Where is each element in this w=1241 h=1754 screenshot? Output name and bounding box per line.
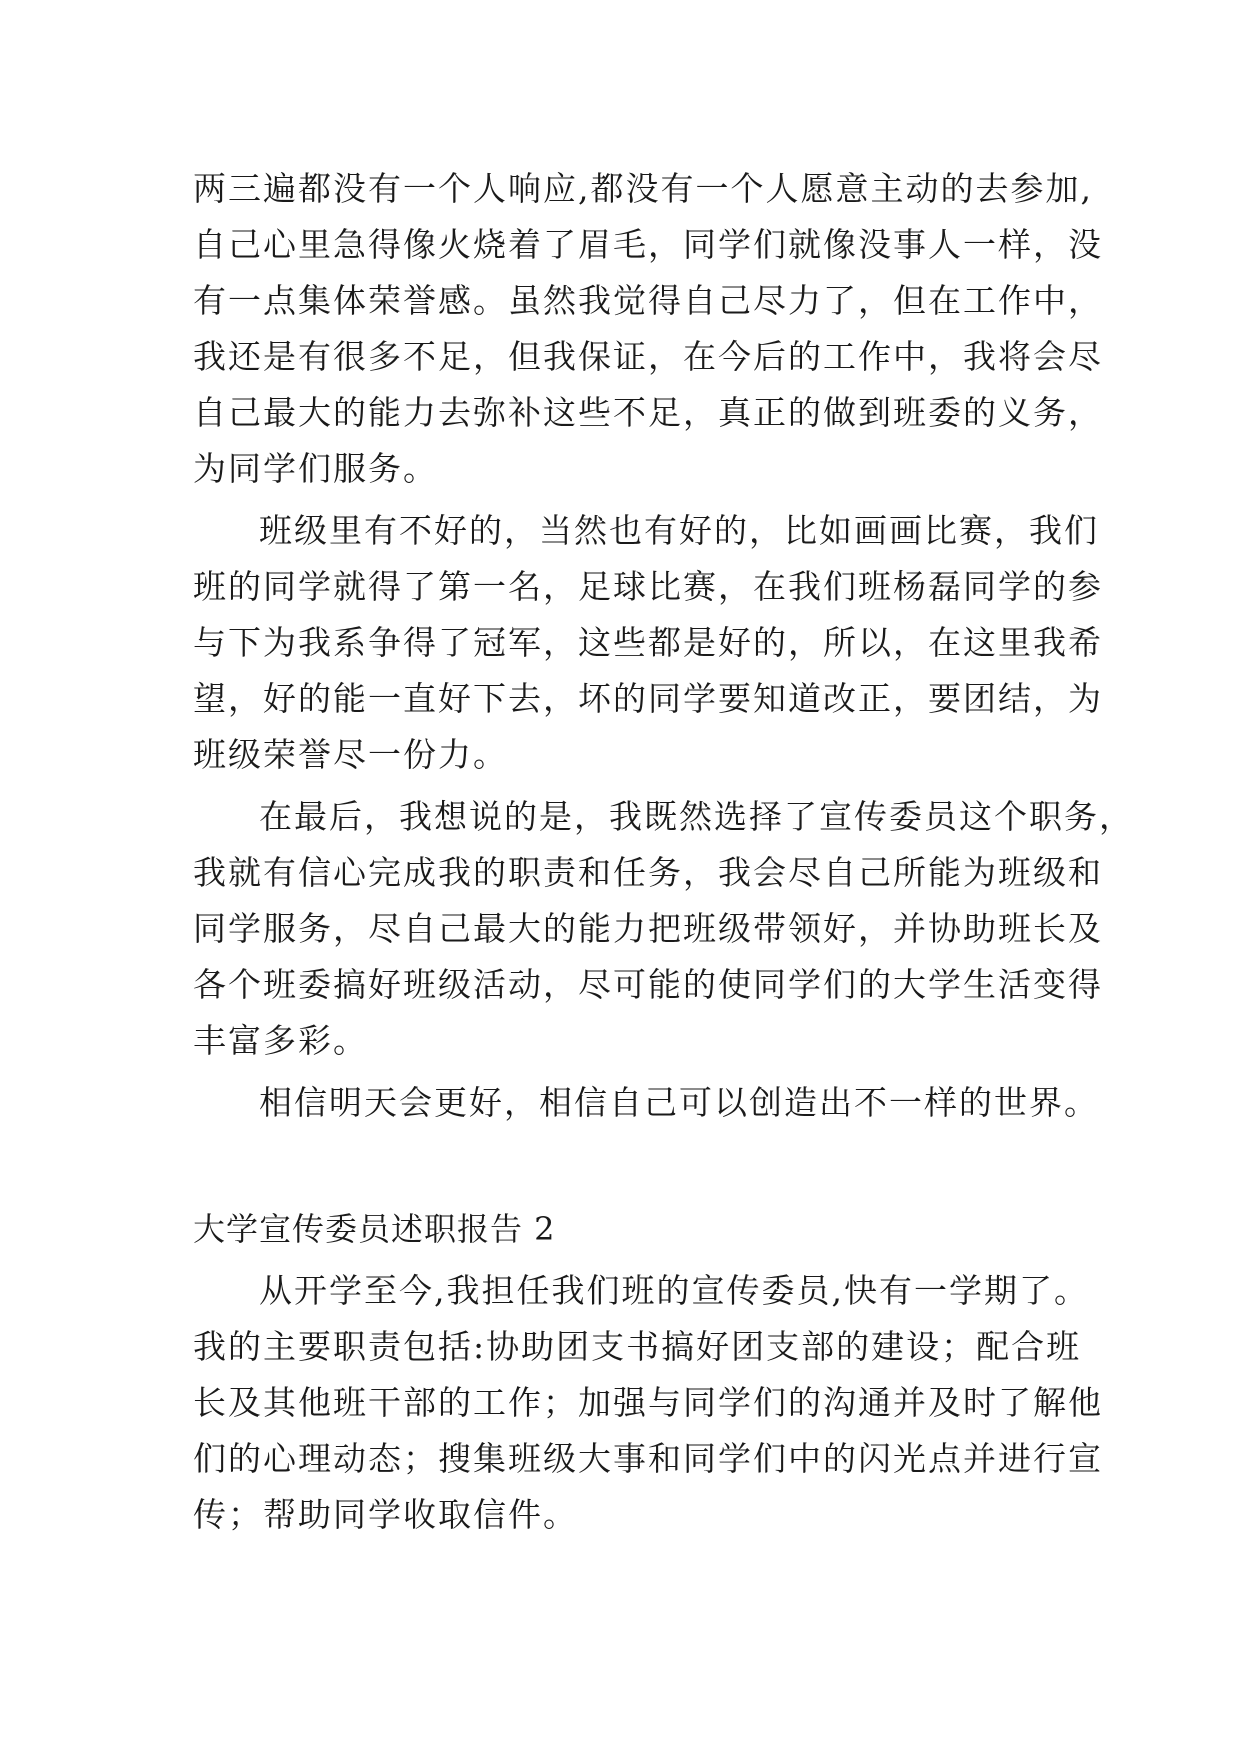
paragraph-2-line-4: 望，好的能一直好下去，坏的同学要知道改正，要团结，为 <box>193 679 1103 718</box>
paragraph-5-line-2: 我的主要职责包括:协助团支书搞好团支部的建设；配合班 <box>193 1327 1082 1366</box>
paragraph-3-line-4: 各个班委搞好班级活动，尽可能的使同学们的大学生活变得 <box>193 965 1103 1004</box>
section-heading: 大学宣传委员述职报告 2 <box>193 1210 556 1248</box>
paragraph-5-line-4: 们的心理动态；搜集班级大事和同学们中的闪光点并进行宣 <box>193 1439 1103 1478</box>
paragraph-1-line-1: 两三遍都没有一个人响应,都没有一个人愿意主动的去参加, <box>193 169 1093 208</box>
paragraph-1-line-3: 有一点集体荣誉感。虽然我觉得自己尽力了，但在工作中， <box>193 281 1103 320</box>
paragraph-4-line-1: 相信明天会更好，相信自己可以创造出不一样的世界。 <box>259 1083 1099 1122</box>
paragraph-3-line-1: 在最后，我想说的是，我既然选择了宣传委员这个职务， <box>259 797 1134 836</box>
paragraph-3-line-5: 丰富多彩。 <box>193 1021 368 1060</box>
paragraph-5-line-3: 长及其他班干部的工作；加强与同学们的沟通并及时了解他 <box>193 1383 1103 1422</box>
paragraph-2-line-3: 与下为我系争得了冠军，这些都是好的，所以，在这里我希 <box>193 623 1103 662</box>
paragraph-3-line-3: 同学服务，尽自己最大的能力把班级带领好，并协助班长及 <box>193 909 1103 948</box>
paragraph-1-line-4: 我还是有很多不足，但我保证，在今后的工作中，我将会尽 <box>193 337 1103 376</box>
paragraph-2-line-1: 班级里有不好的，当然也有好的，比如画画比赛，我们 <box>259 511 1099 550</box>
paragraph-2-line-2: 班的同学就得了第一名，足球比赛，在我们班杨磊同学的参 <box>193 567 1103 606</box>
paragraph-1-line-5: 自己最大的能力去弥补这些不足，真正的做到班委的义务， <box>193 393 1103 432</box>
paragraph-3-line-2: 我就有信心完成我的职责和任务，我会尽自己所能为班级和 <box>193 853 1103 892</box>
paragraph-1-line-2: 自己心里急得像火烧着了眉毛，同学们就像没事人一样，没 <box>193 225 1103 264</box>
paragraph-5-line-5: 传；帮助同学收取信件。 <box>193 1495 578 1534</box>
paragraph-1-line-6: 为同学们服务。 <box>193 449 438 488</box>
paragraph-5-line-1: 从开学至今,我担任我们班的宣传委员,快有一学期了。 <box>259 1271 1089 1310</box>
paragraph-2-line-5: 班级荣誉尽一份力。 <box>193 735 508 774</box>
